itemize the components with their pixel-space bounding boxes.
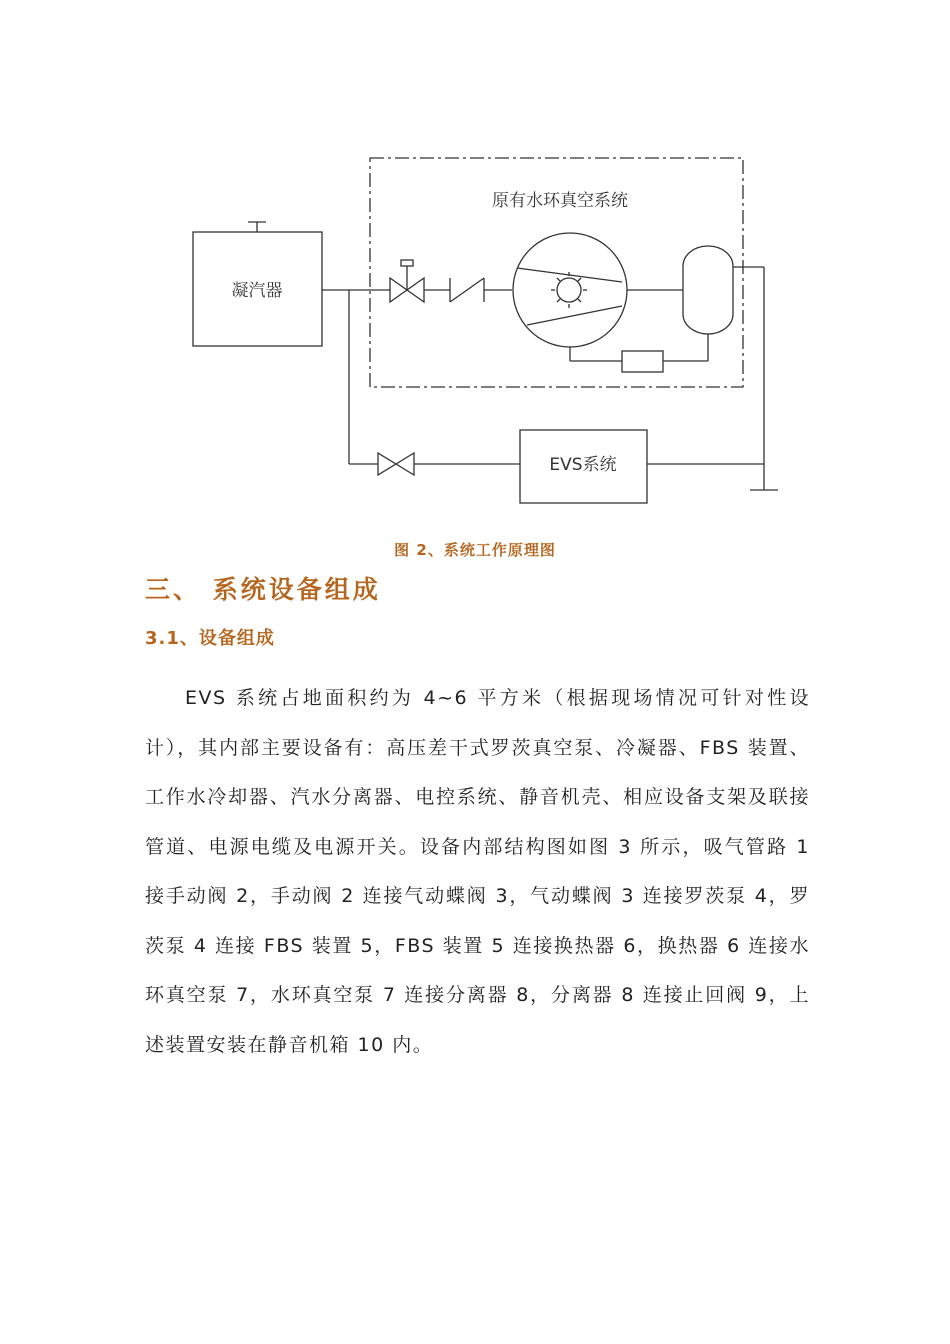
check-valve-icon (450, 278, 484, 302)
condenser-label: 凝汽器 (231, 281, 283, 301)
water-ring-pump-icon (513, 233, 627, 347)
section-heading: 三、 系统设备组成 (145, 575, 381, 604)
cooler-box (622, 351, 663, 372)
body-paragraph: EVS 系统占地面积约为 4~6 平方米（根据现场情况可针对性设计），其内部主要设备有：高压差干式罗茨真空泵、冷凝器、FBS 装置、工作水冷却器、汽水分离器、电控系统、静音机壳、相应设备支架及联接管道、电源电缆及电源开关。设备内部结构图如图 3 所示，吸气管路 1 接手动阀 2，手动阀 2 连接气动蝶阀 3，气动蝶阀 3 连接罗茨泵 4，罗茨泵 4 连接 FBS 装置 5，FBS 装置 5 连接换热器 6，换热器 6 连接水环真空泵 7，水环真空泵 7 连接分离器 8，分离器 8 连接止回阀 9，上述装置安装在静音机箱 10 内。 (145, 687, 810, 1056)
subsection-heading: 3.1、设备组成 (145, 628, 275, 649)
evs-valve-icon (378, 453, 414, 475)
figure-caption: 图 2、系统工作原理图 (394, 541, 556, 559)
manual-valve-icon (390, 260, 424, 302)
original-system-label: 原有水环真空系统 (492, 191, 628, 211)
separator-vessel-icon (683, 246, 733, 334)
system-principle-diagram (0, 0, 950, 520)
evs-system-label: EVS系统 (549, 455, 617, 475)
